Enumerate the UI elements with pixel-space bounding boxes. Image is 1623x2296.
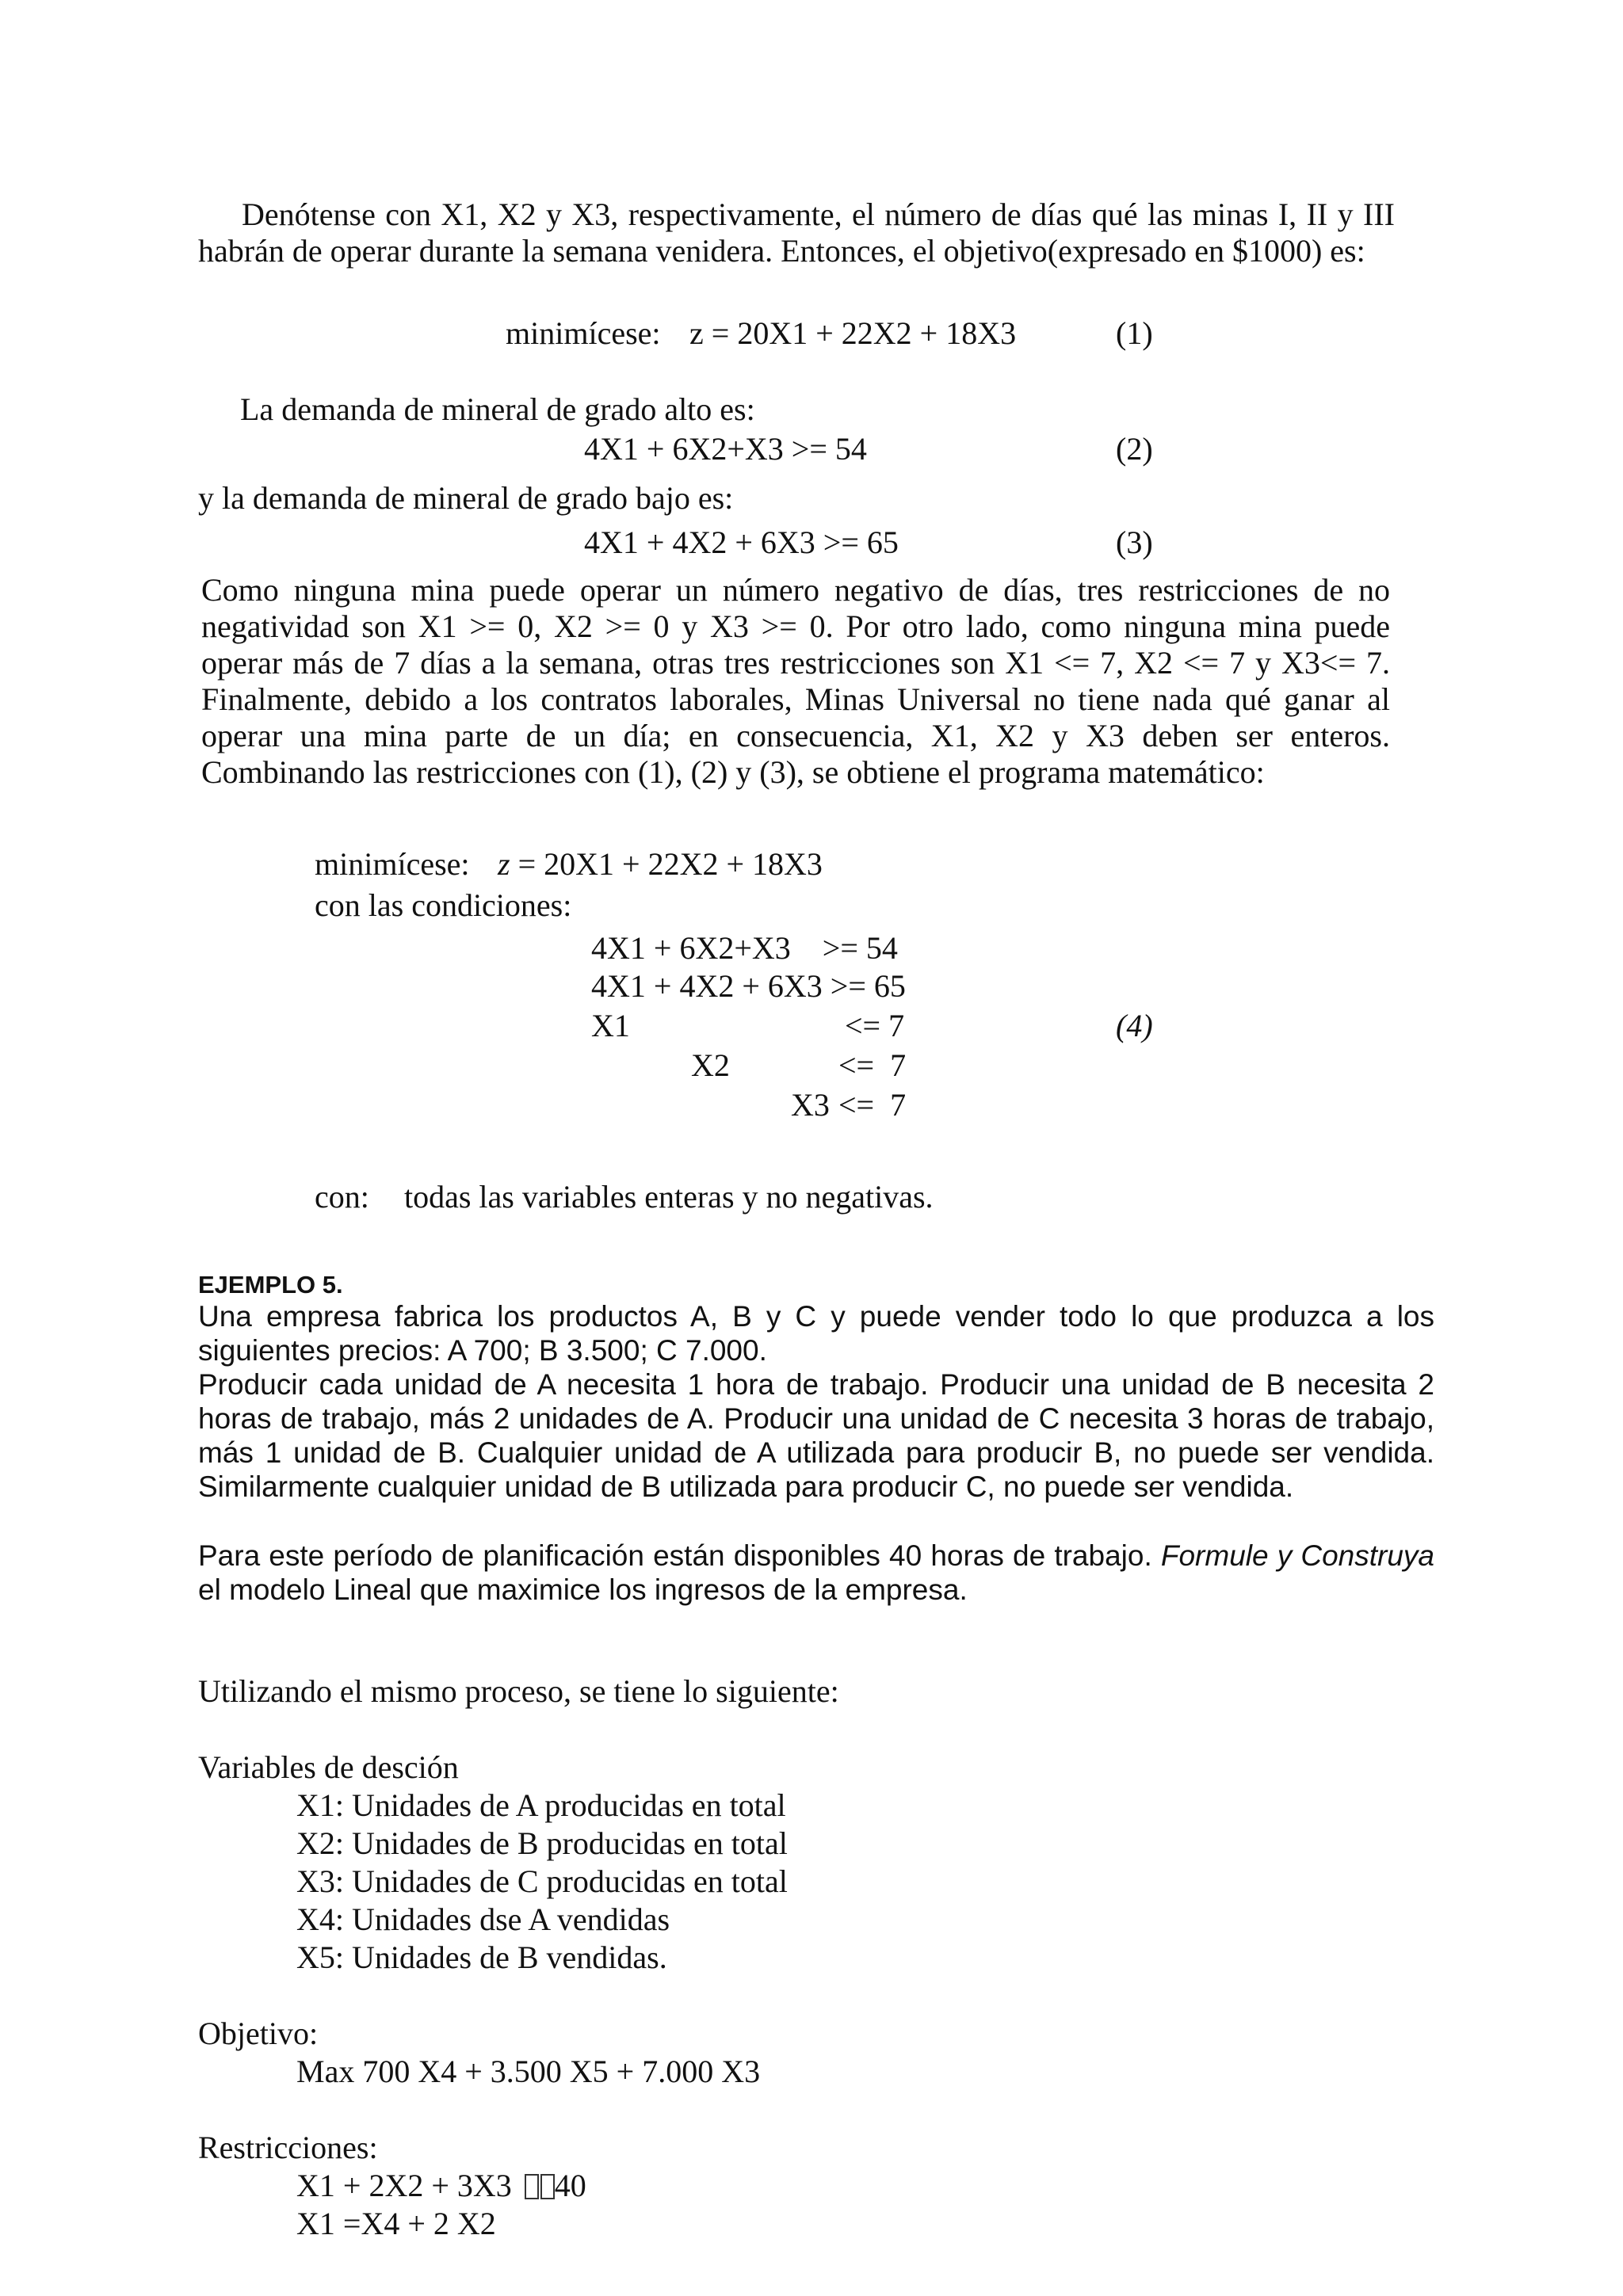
con-label: con: (315, 1179, 369, 1215)
example-p3-start: Para este período de planificación están disponibles 40 horas de trabajo. (198, 1539, 1161, 1572)
high-demand-text: La demanda de mineral de grado alto es: (240, 391, 755, 427)
objective-label: minimícese: (506, 315, 661, 351)
high-demand-expression: 4X1 + 6X2+X3 >= 54 (584, 431, 867, 467)
equation-number-4: (4) (1116, 1008, 1153, 1043)
example-p3-end: el modelo Lineal que maximice los ingresos de la empresa. (198, 1573, 968, 1606)
variable-x3: X3: Unidades de C producidas en total (296, 1863, 788, 1899)
restriction-1-value: 40 (554, 2168, 586, 2203)
objective-expression: z = 20X1 + 22X2 + 18X3 (689, 315, 1017, 351)
con-text: todas las variables enteras y no negativas. (404, 1179, 934, 1215)
program-constraint-4-var: X2 (691, 1047, 730, 1083)
example-p3-italic: Formule y Construya (1160, 1539, 1434, 1572)
constraints-paragraph: Como ninguna mina puede operar un número negativo de días, tres restricciones de no negatividad son X1 >= 0, X2 >= 0 y X3 >= 0. Por otro lado, como ninguna mina puede operar más de 7 días a la semana, otras tres restricciones son X1 <= 7, X2 <= 7 y X3<= 7. Finalmente, debido a los contratos laborales, Minas Universal no tiene nada qué ganar al operar una mina parte de un día; en consecuencia, X1, X2 y X3 deben ser enteros. Combinando las restricciones con (1), (2) y (3), se obtiene el programa matemático: (201, 572, 1390, 790)
variables-title: Variables de desción (198, 1749, 459, 1785)
solution-intro: Utilizando el mismo proceso, se tiene lo siguiente: (198, 1673, 839, 1709)
restriction-2: X1 =X4 + 2 X2 (296, 2206, 496, 2241)
example-title: EJEMPLO 5. (198, 1271, 343, 1299)
missing-glyph-icon (540, 2174, 555, 2199)
variable-x1: X1: Unidades de A producidas en total (296, 1787, 786, 1823)
conditions-label: con las condiciones: (315, 887, 572, 923)
program-constraint-2: 4X1 + 4X2 + 6X3 >= 65 (591, 968, 906, 1004)
program-objective: = 20X1 + 22X2 + 18X3 (510, 846, 823, 882)
example-paragraph-3 (198, 1539, 1434, 1607)
variable-x5: X5: Unidades de B vendidas. (296, 1939, 667, 1975)
equation-number-3: (3) (1116, 524, 1153, 560)
restrictions-title: Restricciones: (198, 2130, 378, 2165)
low-demand-text: y la demanda de mineral de grado bajo es: (198, 480, 734, 516)
example-paragraph-2: Producir cada unidad de A necesita 1 hora de trabajo. Producir una unidad de B necesita 2 horas de trabajo, más 2 unidades de A. Producir una unidad de C necesita 3 horas de trabajo, más 1 unidad de B. Cualquier unidad de A utilizada para producir B, no puede ser vendida. Similarmente cualquier unidad de B utilizada para producir C, no puede ser vendida. (198, 1368, 1434, 1503)
program-constraint-4-rel: <= 7 (838, 1047, 907, 1083)
program-constraint-3-var: X1 (591, 1008, 630, 1043)
variable-x2: X2: Unidades de B producidas en total (296, 1825, 788, 1861)
equation-number-1: (1) (1116, 315, 1153, 351)
program-z-variable: z (498, 846, 510, 882)
program-min-label: minimícese: (315, 846, 470, 882)
program-constraint-5-var: X3 (791, 1087, 830, 1123)
objective-function: Max 700 X4 + 3.500 X5 + 7.000 X3 (296, 2054, 761, 2089)
restriction-1-expression: X1 + 2X2 + 3X3 (296, 2168, 512, 2203)
program-constraint-1: 4X1 + 6X2+X3 >= 54 (591, 930, 898, 966)
equation-number-2: (2) (1116, 431, 1153, 467)
intro-paragraph: Denótense con X1, X2 y X3, respectivamente, el número de días qué las minas I, II y III habrán de operar durante la semana venidera. Entonces, el objetivo(expresado en $1000) es: (198, 196, 1395, 269)
missing-glyph-icon (525, 2174, 539, 2199)
objective-title: Objetivo: (198, 2016, 319, 2051)
program-constraint-5-rel: <= 7 (838, 1087, 907, 1123)
example-paragraph-1: Una empresa fabrica los productos A, B y C y puede vender todo lo que produzca a los siguientes precios: A 700; B 3.500; C 7.000. (198, 1300, 1434, 1367)
low-demand-expression: 4X1 + 4X2 + 6X3 >= 65 (584, 524, 899, 560)
variable-x4: X4: Unidades dse A vendidas (296, 1901, 670, 1937)
program-constraint-3-rel: <= 7 (845, 1008, 905, 1043)
